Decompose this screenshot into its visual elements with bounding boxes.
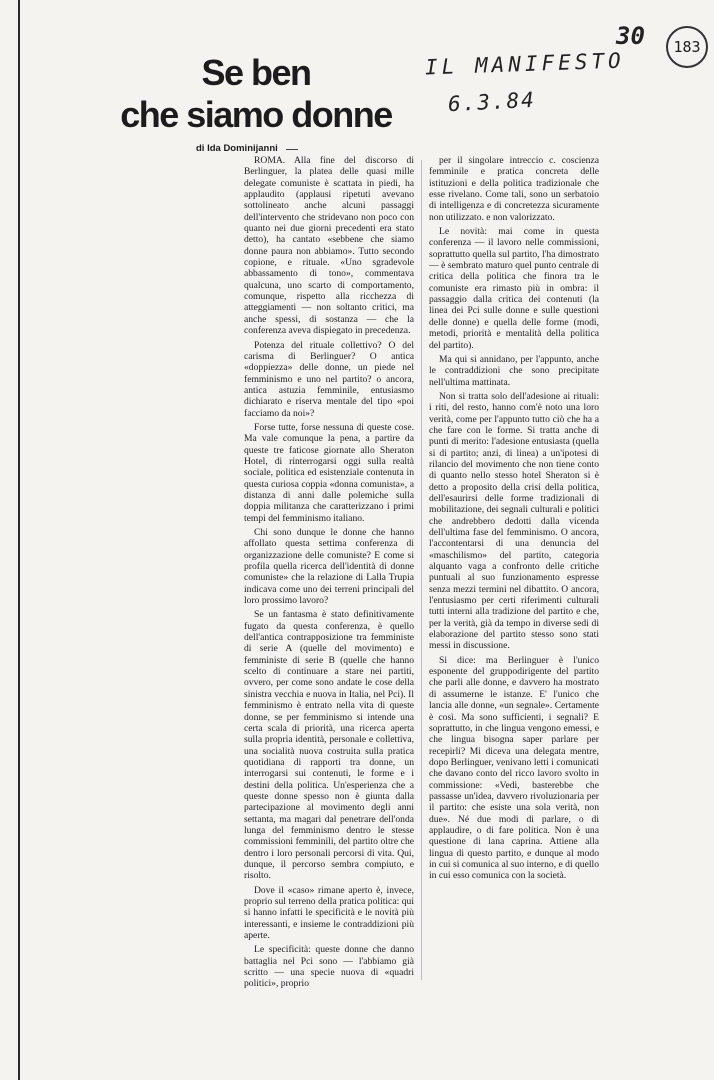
handwritten-page-number: 30 (616, 22, 645, 50)
paragraph: Dove il «caso» rimane aperto è, invece, proprio sul terreno della pratica politica: qui si hanno infatti le specificità e le novità più interessanti, e insieme le contraddizioni più aperte. (244, 884, 414, 942)
column-gutter (421, 160, 422, 980)
paragraph: Le novità: mai come in questa conferenza — il lavoro nelle commissioni, soprattutto quella sul partito, l'ha dimostrato — è sembrato maturo quel punto centrale di critica della politica che finora tra le comuniste era rimasto più in ombra: il passaggio dalla critica dei contenuti (la linea dei Pci sulle donne e sulle questioni delle donne) e quella delle forme (modi, metodi, priorità e mentalità della politica del partito). (429, 226, 599, 351)
paragraph: Se un fantasma è stato definitivamente fugato da questa conferenza, è quello dell'antica contrapposizione tra femministe di serie A (quelle del movimento) e femministe di serie B (quelle che hanno scelto di continuare a stare nei partiti, ovvero, per come sono andate le cose della sinistra vecchia e nuova in Italia, nel Pci). Il femminismo è entrato nella vita di queste donne, se per femminismo si intende una certa scala di priorità, una ricerca aperta sulla propria identità, personale e collettiva, una socialità nuova costruita sulla pratica quotidiana di rapporti tra donne, un interrogarsi sui contenuti, le forme e i destini della politica. Un'esperienza che a queste donne spesso non è giunta dalla partecipazione al movimento degli anni settanta, ma magari dal penetrare dell'onda lunga del femminismo dentro le stesse commissioni femminili, del partito oltre che dentro i loro personali percorsi di vita. Qui, dunque, il percorso sembra compiuto, e risolto. (244, 609, 414, 882)
paragraph: Le specificità: queste donne che danno battaglia nel Pci sono — l'abbiamo già scritto — una specie nuova di «quadri politici», proprio (244, 944, 414, 990)
byline: di Ida Dominijanni (196, 143, 278, 154)
handwritten-newspaper-name: IL MANIFESTO (424, 48, 626, 80)
paragraph: Chi sono dunque le donne che hanno affollato questa settima conferenza di organizzazione delle comuniste? E come si profila quella ricerca dell'identità di donne comuniste» che la relazione di Lalla Trupia indicava come uno dei terreni principali del loro prossimo lavoro? (244, 527, 414, 607)
article-column-2 (429, 155, 599, 990)
headline (96, 52, 416, 136)
circled-archive-number: 183 (666, 26, 708, 68)
headline-line-2: che siamo donne (120, 94, 392, 135)
paragraph: Si dice: ma Berlinguer è l'unico esponente del gruppodirigente del partito che parli alle donne, e davvero ha mostrato di assumerne le istanze. E' l'unico che lancia alle donne, «un segnale». Certamente è così. Ma sono sufficienti, i segnali? E soprattutto, in che lingua vengono emessi, e che lingua bisogna saper parlare per recepirli? Mi diceva una delegata mentre, dopo Berlinguer, venivano letti i comunicati che davano conto del ricco lavoro svolto in commissione: «Vedi, basterebbe che passasse un'idea, davvero rivoluzionaria per il partito: che esiste una sola verità, non due». Né due modi di parlare, o di applaudire, o di fare politica. Non è una questione di lana caprina. Attiene alla lingua di questo partito, e dunque al modo in cui si comunica al suo interno, e di quello in cui esso comunica con la società. (429, 654, 599, 882)
headline-line-1: Se ben (201, 52, 311, 93)
scan-edge-line (18, 0, 20, 1080)
paragraph: Potenza del rituale collettivo? O del carisma di Berlinguer? O antica «doppiezza» delle donne, un piede nel femminismo e uno nel partito? o ancora, antica astuzia femminile, entusiasmo dichiarato e riserva mentale del tipo «poi facciamo da noi»? (244, 339, 414, 419)
paragraph: ROMA. Alla fine del discorso di Berlinguer, la platea delle quasi mille delegate comuniste è scattata in piedi, ha applaudito (applausi ripetuti avevano sottolineato anche alcuni passaggi dell'intervento che stridevano non poco con quanto nei due giorni precedenti era stato detto), ha cantato «sebbene che siamo donne paura non abbiamo». Tutto secondo copione, e rituale. «Uno sgradevole abbassamento di tono», commentava qualcuna, uno scarto di comportamento, comunque, rispetto alla ricchezza di atteggiamenti — non soltanto critici, ma anche spessi, di sostanza — che la conferenza aveva dispiegato in precedenza. (244, 155, 414, 337)
handwritten-date: 6.3.84 (447, 87, 537, 117)
byline-rule (286, 149, 298, 150)
paragraph: Non si tratta solo dell'adesione ai rituali: i riti, del resto, hanno com'è noto una loro verità, come per l'appunto tutto ciò che ha a che fare con le forme. Si tratta anche di punti di merito: l'adesione entusiasta (quella si di partito; anzi, di linea) a un'ipotesi di rilancio del movimento che non tiene conto di quanto nello stesso hotel Sheraton si è detto a proposito della crisi della politica, dell'esaurirsi delle forme tradizionali di mobilitazione, dei segnali culturali e politici che andrebbero dedotti dalla vicenda dell'ultima fase del femminismo. O ancora, l'accontentarsi di una denuncia del «maschilismo» del partito, categoria alquanto vaga a confronto delle critiche puntuali al suo funzionamento espresse senza mezzi termini nel dibattito. O ancora, l'entusiasmo per certi riferimenti culturali tutti interni alla tradizione del partito e che, per la verità, già da tempo in diverse sedi di elaborazione del partito stesso sono stati messi in discussione. (429, 390, 599, 652)
article-column-1 (244, 155, 414, 1080)
paragraph: per il singolare intreccio c. coscienza femminile e pratica concreta delle istituzioni e della politica tradizionale che esse rivelano. Come tali, sono un serbatoio di intelligenza e di concretezza sicuramente non utilizzato. e non valorizzato. (429, 155, 599, 223)
paragraph: Forse tutte, forse nessuna di queste cose. Ma vale comunque la pena, a partire da queste tre faticose giornate allo Sheraton Hotel, di rinterrogarsi oggi sulla realtà sociale, politica ed esistenziale contenuta in questa curiosa coppia «donna comunista», a distanza di anni dalle polemiche sulla doppia militanza che caratterizzano i primi tempi del femminismo italiano. (244, 421, 414, 524)
paragraph: Ma qui si annidano, per l'appunto, anche le contraddizioni che sono precipitate nell'ultima mattinata. (429, 353, 599, 388)
